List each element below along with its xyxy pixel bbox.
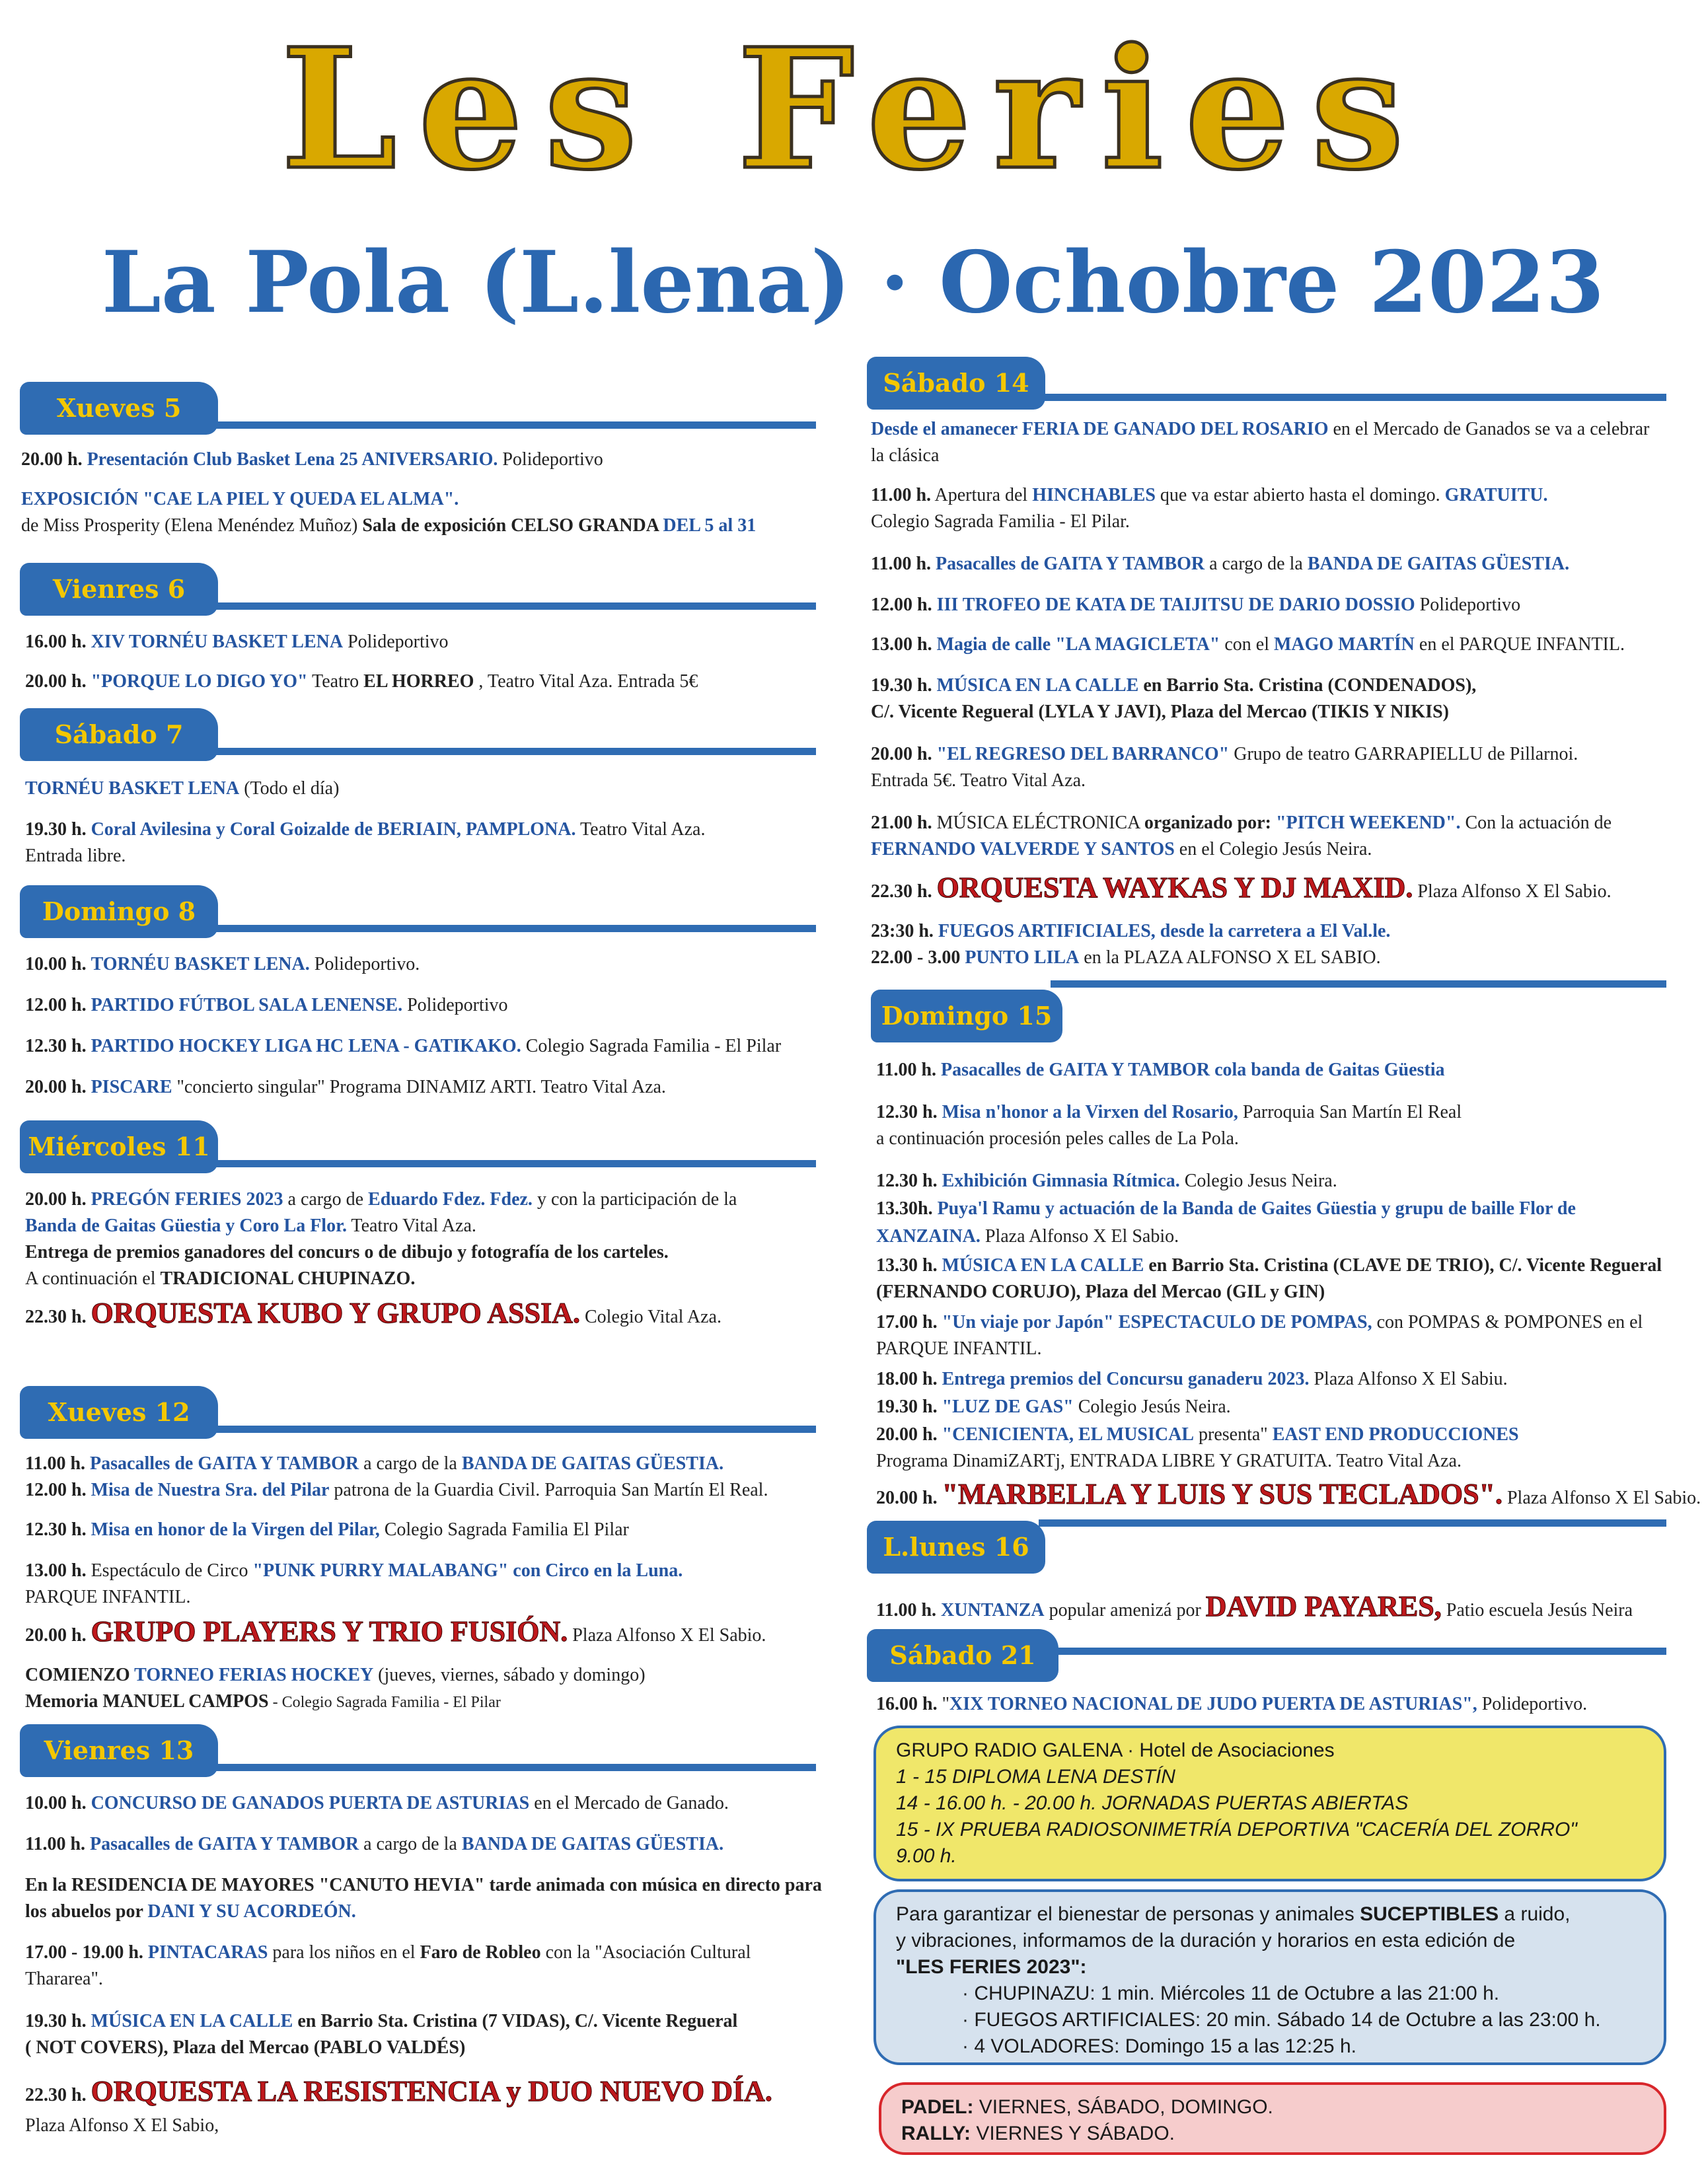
event-line: PARQUE INFANTIL. [876, 1338, 1042, 1359]
event-line: 17.00 h. "Un viaje por Japón" ESPECTACULO DE POMPAS, con POMPAS & POMPONES en el [876, 1312, 1643, 1332]
event-line: EXPOSICIÓN "CAE LA PIEL Y QUEDA EL ALMA". [21, 489, 459, 509]
day-tab-llunes-16: L.lunes 16 [867, 1521, 1045, 1574]
event-line: Entrada libre. [25, 846, 126, 866]
event-line: 12.00 h. Misa de Nuestra Sra. del Pilar patrona de la Guardia Civil. Parroquia San Martín El Real. [25, 1480, 768, 1500]
event-line: 13.00 h. Magia de calle "LA MAGICLETA" con el MAGO MARTÍN en el PARQUE INFANTIL. [871, 634, 1625, 655]
event-line: 11.00 h. Pasacalles de GAITA Y TAMBOR a cargo de la BANDA DE GAITAS GÜESTIA. [871, 554, 1570, 574]
event-line: 22.30 h. ORQUESTA WAYKAS Y DJ MAXID. Plaza Alfonso X El Sabio. [871, 871, 1612, 904]
event-line: de Miss Prosperity (Elena Menéndez Muñoz) Sala de exposición CELSO GRANDA DEL 5 al 31 [21, 515, 757, 536]
event-line: 12.00 h. III TROFEO DE KATA DE TAIJITSU DE DARIO DOSSIO Polideportivo [871, 595, 1521, 615]
day-tab-sabado-14: Sábado 14 [867, 357, 1045, 410]
event-line: Plaza Alfonso X El Sabio, [25, 2115, 219, 2136]
noise-info-box [873, 1889, 1666, 2065]
day-tab-miercoles-11: Miércoles 11 [20, 1120, 218, 1173]
event-line: 11.00 h. Apertura del HINCHABLES que va estar abierto hasta el domingo. GRATUITU. [871, 485, 1548, 505]
event-line: 12.30 h. Misa en honor de la Virgen del Pilar, Colegio Sagrada Familia El Pilar [25, 1519, 629, 1540]
note-line: 14 - 16.00 h. - 20.00 h. JORNADAS PUERTAS ABIERTAS [896, 1792, 1409, 1814]
event-line: 12.30 h. Misa n'honor a la Virxen del Rosario, Parroquia San Martín El Real [876, 1102, 1462, 1122]
event-line: 21.00 h. MÚSICA ELÉCTRONICA organizado por: "PITCH WEEKEND". Con la actuación de [871, 813, 1612, 833]
event-line: 20.00 h. PREGÓN FERIES 2023 a cargo de Eduardo Fdez. Fdez. y con la participación de la [25, 1189, 737, 1210]
event-line: 12.00 h. PARTIDO FÚTBOL SALA LENENSE. Polideportivo [25, 995, 508, 1015]
event-line: 19.30 h. "LUZ DE GAS" Colegio Jesús Neira. [876, 1397, 1231, 1417]
day-tab-xueves-12: Xueves 12 [20, 1386, 218, 1439]
section-rule [211, 421, 816, 429]
section-rule [211, 1160, 816, 1167]
event-line: la clásica [871, 445, 940, 466]
event-line: TORNÉU BASKET LENA (Todo el día) [25, 778, 340, 799]
poster-subtitle: La Pola (L.lena) · Ochobre 2023 [101, 233, 1605, 332]
event-line: COMIENZO TORNEO FERIAS HOCKEY (jueves, viernes, sábado y domingo) [25, 1665, 646, 1685]
section-rule [211, 602, 816, 610]
poster-title: Les Feries [281, 12, 1425, 206]
event-line: 10.00 h. CONCURSO DE GANADOS PUERTA DE ASTURIAS en el Mercado de Ganado. [25, 1793, 729, 1813]
event-line: 23:30 h. FUEGOS ARTIFICIALES, desde la carretera a El Val.le. [871, 921, 1391, 941]
day-tab-sabado-21: Sábado 21 [867, 1629, 1058, 1682]
event-line: 16.00 h. XIV TORNÉU BASKET LENA Polideportivo [25, 632, 449, 652]
note-line: PADEL: VIERNES, SÁBADO, DOMINGO. [901, 2096, 1273, 2118]
event-line: (FERNANDO CORUJO), Plaza del Mercao (GIL y GIN) [876, 1282, 1325, 1302]
event-line: 13.00 h. Espectáculo de Circo "PUNK PURRY MALABANG" con Circo en la Luna. [25, 1560, 683, 1581]
sports-box [879, 2082, 1666, 2155]
note-line: GRUPO RADIO GALENA · Hotel de Asociaciones [896, 1739, 1335, 1761]
section-rule [1039, 1519, 1666, 1527]
event-line: FERNANDO VALVERDE Y SANTOS en el Colegio Jesús Neira. [871, 839, 1372, 859]
event-line: 11.00 h. Pasacalles de GAITA Y TAMBOR a cargo de la BANDA DE GAITAS GÜESTIA. [25, 1453, 724, 1474]
event-line: 12.30 h. PARTIDO HOCKEY LIGA HC LENA - GATIKAKO. Colegio Sagrada Familia - El Pilar [25, 1036, 782, 1056]
section-rule [211, 1426, 816, 1433]
note-line: 9.00 h. [896, 1845, 957, 1867]
event-line: 20.00 h. "EL REGRESO DEL BARRANCO" Grupo de teatro GARRAPIELLU de Pillarnoi. [871, 744, 1578, 764]
event-line: 11.00 h. Pasacalles de GAITA Y TAMBOR a cargo de la BANDA DE GAITAS GÜESTIA. [25, 1834, 724, 1854]
section-rule [211, 925, 816, 932]
event-line: Thararea". [25, 1969, 103, 1989]
event-line: A continuación el TRADICIONAL CHUPINAZO. [25, 1268, 416, 1289]
event-line: 12.30 h. Exhibición Gimnasia Rítmica. Colegio Jesus Neira. [876, 1171, 1337, 1191]
day-tab-sabado-7: Sábado 7 [20, 708, 218, 761]
event-line: 20.00 h. "PORQUE LO DIGO YO" Teatro EL HORREO , Teatro Vital Aza. Entrada 5€ [25, 671, 698, 692]
note-line: · FUEGOS ARTIFICIALES: 20 min. Sábado 14 de Octubre a las 23:00 h. [962, 2009, 1601, 2031]
event-line: Entrada 5€. Teatro Vital Aza. [871, 770, 1086, 791]
section-rule [211, 748, 816, 755]
day-tab-xueves-5: Xueves 5 [20, 382, 218, 435]
event-line: ( NOT COVERS), Plaza del Mercao (PABLO VALDÉS) [25, 2037, 466, 2058]
event-line: 13.30h. Puya'l Ramu y actuación de la Banda de Gaites Güestia y grupu de baille Flor de [876, 1198, 1576, 1219]
day-tab-domingo-8: Domingo 8 [20, 885, 218, 938]
event-line: 20.00 h. GRUPO PLAYERS Y TRIO FUSIÓN. Plaza Alfonso X El Sabio. [25, 1615, 766, 1648]
day-tab-vienres-6: Vienres 6 [20, 563, 218, 616]
event-line: 20.00 h. "MARBELLA Y LUIS Y SUS TECLADOS". Plaza Alfonso X El Sabio. [876, 1478, 1701, 1510]
event-line: 19.30 h. MÚSICA EN LA CALLE en Barrio Sta. Cristina (7 VIDAS), C/. Vicente Regueral [25, 2011, 738, 2031]
event-line: PARQUE INFANTIL. [25, 1587, 191, 1607]
note-line: RALLY: VIERNES Y SÁBADO. [901, 2123, 1175, 2144]
event-line: 22.30 h. ORQUESTA LA RESISTENCIA y DUO NUEVO DÍA. [25, 2075, 772, 2107]
event-line: 17.00 - 19.00 h. PINTACARAS para los niños en el Faro de Robleo con la "Asociación Cultural [25, 1942, 751, 1963]
event-line: 16.00 h. "XIX TORNEO NACIONAL DE JUDO PUERTA DE ASTURIAS", Polideportivo. [876, 1694, 1588, 1714]
event-line: 20.00 h. PISCARE "concierto singular" Programa DINAMIZ ARTI. Teatro Vital Aza. [25, 1077, 666, 1097]
section-rule [211, 1764, 816, 1771]
note-line: · CHUPINAZU: 1 min. Miércoles 11 de Octubre a las 21:00 h. [962, 1983, 1500, 2004]
radio-galena-box [873, 1726, 1666, 1881]
note-line: 15 - IX PRUEBA RADIOSONIMETRÍA DEPORTIVA "CACERÍA DEL ZORRO" [896, 1819, 1577, 1840]
event-line: C/. Vicente Regueral (LYLA Y JAVI), Plaza del Mercao (TIKIS Y NIKIS) [871, 702, 1449, 722]
note-line: "LES FERIES 2023": [896, 1956, 1087, 1978]
note-line: y vibraciones, informamos de la duración y horarios en esta edición de [896, 1930, 1516, 1951]
event-line: Memoria MANUEL CAMPOS - Colegio Sagrada Familia - El Pilar [25, 1691, 501, 1712]
event-line: XANZAINA. Plaza Alfonso X El Sabio. [876, 1226, 1179, 1247]
note-line: Para garantizar el bienestar de personas y animales SUCEPTIBLES a ruido, [896, 1903, 1571, 1925]
event-line: Programa DinamiZARTj, ENTRADA LIBRE Y GRATUITA. Teatro Vital Aza. [876, 1451, 1462, 1471]
section-rule [1051, 1648, 1666, 1655]
event-line: 10.00 h. TORNÉU BASKET LENA. Polideportivo. [25, 954, 420, 974]
event-line: Entrega de premios ganadores del concurs o de dibujo y fotografía de los carteles. [25, 1242, 669, 1262]
event-line: 11.00 h. XUNTANZA popular amenizá por DAVID PAYARES, Patio escuela Jesús Neira [876, 1590, 1633, 1622]
note-line: 1 - 15 DIPLOMA LENA DESTÍN [896, 1766, 1175, 1788]
day-tab-vienres-13: Vienres 13 [20, 1724, 218, 1777]
event-line: a continuación procesión peles calles de La Pola. [876, 1128, 1239, 1149]
section-rule [1039, 394, 1666, 401]
event-line: 20.00 h. Presentación Club Basket Lena 25 ANIVERSARIO. Polideportivo [21, 449, 603, 470]
event-line: 20.00 h. "CENICIENTA, EL MUSICAL presenta" EAST END PRODUCCIONES [876, 1424, 1519, 1445]
note-line: · 4 VOLADORES: Domingo 15 a las 12:25 h. [962, 2035, 1356, 2057]
event-line: En la RESIDENCIA DE MAYORES "CANUTO HEVIA" tarde animada con música en directo para [25, 1875, 822, 1895]
event-line: 19.30 h. MÚSICA EN LA CALLE en Barrio Sta. Cristina (CONDENADOS), [871, 675, 1477, 696]
event-line: los abuelos por DANI Y SU ACORDEÓN. [25, 1901, 356, 1922]
event-line: Banda de Gaitas Güestia y Coro La Flor. Teatro Vital Aza. [25, 1216, 476, 1236]
event-line: 11.00 h. Pasacalles de GAITA Y TAMBOR cola banda de Gaitas Güestia [876, 1060, 1445, 1080]
event-line: 19.30 h. Coral Avilesina y Coral Goizalde de BERIAIN, PAMPLONA. Teatro Vital Aza. [25, 819, 706, 840]
event-line: 22.00 - 3.00 PUNTO LILA en la PLAZA ALFONSO X EL SABIO. [871, 947, 1381, 968]
day-tab-domingo-15: Domingo 15 [871, 990, 1062, 1042]
event-line: 18.00 h. Entrega premios del Concursu ganaderu 2023. Plaza Alfonso X El Sabiu. [876, 1369, 1508, 1389]
event-line: Desde el amanecer FERIA DE GANADO DEL ROSARIO en el Mercado de Ganados se va a celebrar [871, 419, 1650, 439]
event-line: 22.30 h. ORQUESTA KUBO Y GRUPO ASSIA. Colegio Vital Aza. [25, 1297, 722, 1329]
event-line: Colegio Sagrada Familia - El Pilar. [871, 511, 1130, 532]
event-line: 13.30 h. MÚSICA EN LA CALLE en Barrio Sta. Cristina (CLAVE DE TRIO), C/. Vicente Regueral [876, 1255, 1662, 1276]
section-rule [1051, 980, 1666, 988]
